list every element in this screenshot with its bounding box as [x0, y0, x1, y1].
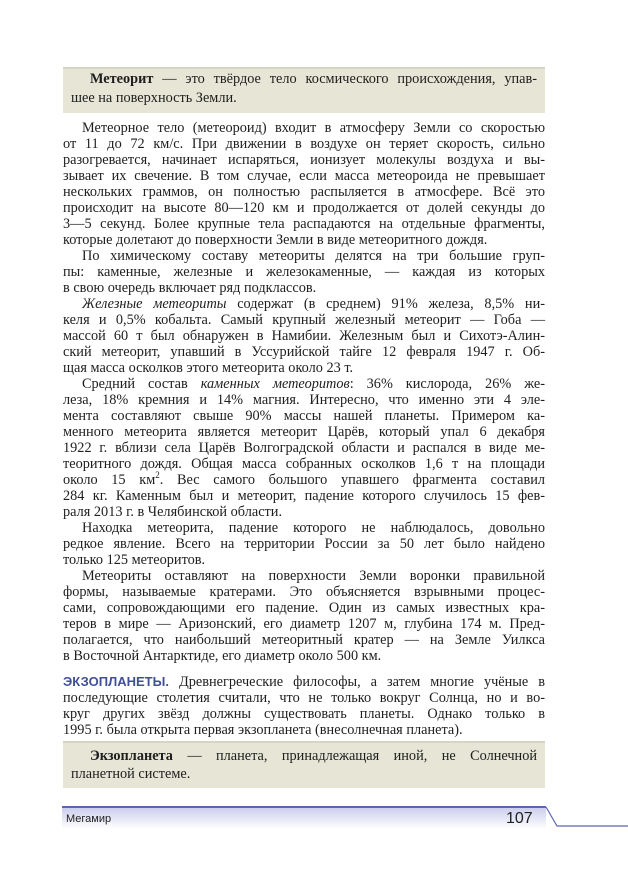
body-text	[63, 120, 545, 664]
footer-tab-line	[546, 807, 628, 826]
paragraph: Железные метеориты содержат (в среднем) 91% железа, 8,5% ни- келя и 0,5% кобальта. Самый крупный железный метеорит — Гоба — массой 60 т был обнаружен в Намибии. Железным был и Сихотэ-Алин- ский метеорит, упавший в Уссурийской тайге 12 февраля 1947 г. Об- щая масса осколков этого метеорита около 23 т.	[63, 296, 545, 376]
definition-exoplanet: Экзопланета — планета, принадлежащая иной, не Солнечной планетной системе.	[63, 741, 545, 788]
footer-gradient	[62, 807, 546, 829]
term: Экзопланета	[90, 748, 173, 764]
definition-meteorite: Метеорит — это твёрдое тело космического происхождения, упав- шее на поверхность Земли.	[63, 67, 545, 113]
paragraph: Средний состав каменных метеоритов: 36% кислорода, 26% же- леза, 18% кремния и 14% магния. Интересно, что именно эти 4 эле- мента составляют свыше 90% массы нашей планеты. Примером ка- менного метеорита является метеорит Царёв, который упал 6 декабря 1922 г. вблизи села Царёв Волгоградской области и распался в виде ме- теоритного дождя. Общая масса собранных осколков 1,6 т на площади около 15 $км^2$. Вес самого большого упавшего фрагмента составил 284 кг. Каменным был и метеорит, падение которого случилось 15 фев- раля 2013 г. в Челябинской области.	[63, 376, 546, 520]
term: Метеорит	[90, 71, 154, 87]
paragraph: Метеорное тело (метеороид) входит в атмосферу Земли со скоростью от 11 до 72 км/с. При движении в воздухе он теряет скорость, сильно разогревается, начинает испаряться, ионизует молекулы воздуха и вы- зывает их свечение. В том случае, если масса метеороида не превышает нескольких граммов, он полностью распыляется в атмосфере. Всё это происходит на высоте 80—120 км и продолжается от долей секунды до 3—5 секунд. Более крупные тела распадаются на отдельные фрагменты, которые долетают до поверхности Земли в виде метеоритного дождя.	[63, 120, 545, 248]
exoplanets-section: ЭКЗОПЛАНЕТЫ. Древнегреческие философы, а затем многие учёные в последующие столетия считали, что не только вокруг Солнца, но и во- круг других звёзд должны существовать планеты. Однако только в 1995 г. была открыта первая экзопланета (внесолнечная планета).	[63, 674, 546, 738]
paragraph: Находка метеорита, падение которого не наблюдалось, довольно редкое явление. Всего на территории России за 50 лет было найдено только 125 метеоритов.	[63, 520, 545, 568]
section-heading: ЭКЗОПЛАНЕТЫ.	[63, 674, 169, 689]
footer-section-label: Мегамир	[66, 813, 112, 825]
paragraph: Метеориты оставляют на поверхности Земли воронки правильной формы, называемые кратерами. Это объясняется взрывными процес- сами, сопровождающими его падение. Один из самых известных кра- теров в мире — Аризонский, его диаметр 1207 м, глубина 174 м. Пред- полагается, что наибольший метеоритный кратер — на Земле Уилкса в Восточной Антарктиде, его диаметр около 500 км.	[63, 568, 545, 664]
page-number: 107	[506, 810, 533, 827]
paragraph: По химическому составу метеориты делятся на три большие груп- пы: каменные, железные и железокаменные, — каждая из которых в свою очередь включает ряд подклассов.	[63, 248, 545, 296]
